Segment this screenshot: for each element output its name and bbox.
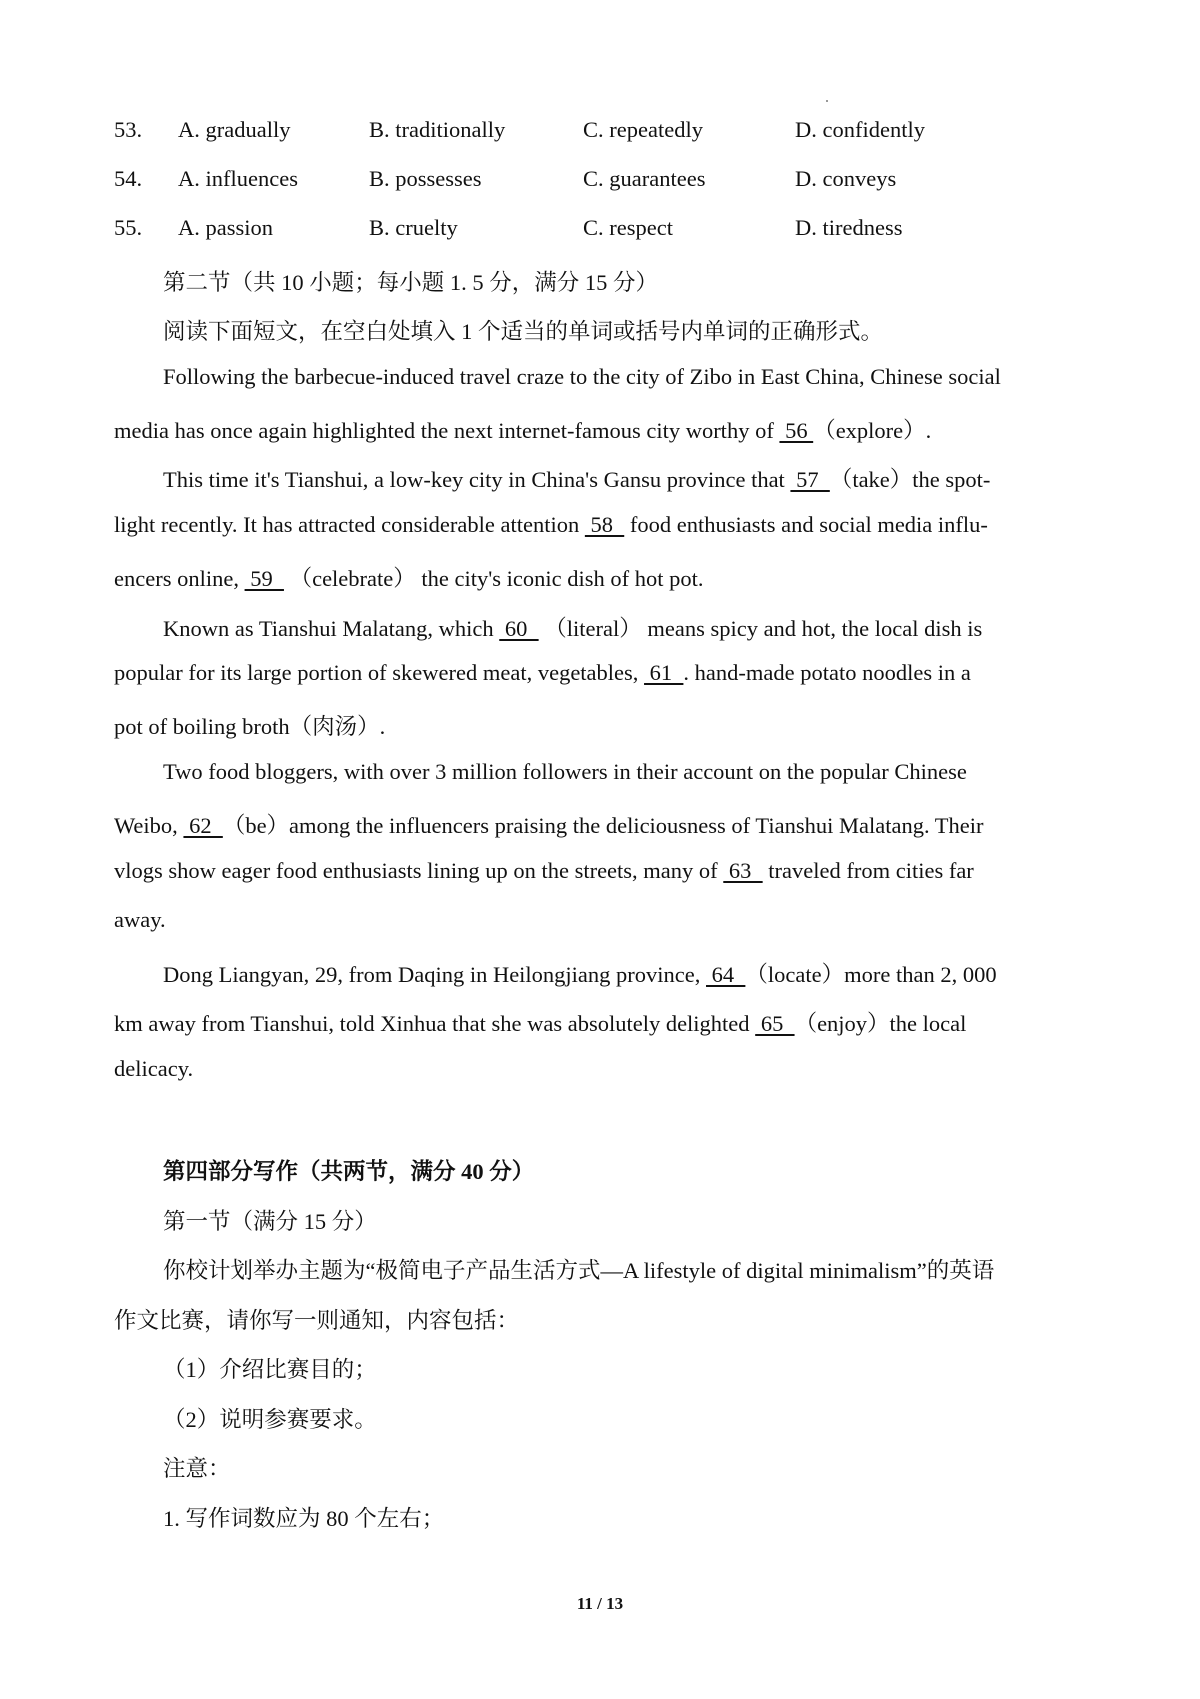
blank-62: 62 [183, 813, 223, 838]
option-b: B. traditionally [369, 117, 506, 142]
passage-line: encers online, 59 （celebrate） the city's iconic dish of hot pot. [114, 566, 704, 591]
option-a: A. gradually [178, 117, 291, 142]
option-row [114, 166, 1114, 202]
question-number: 55. [114, 215, 143, 240]
part-heading: 第四部分写作（共两节，满分 40 分） [163, 1159, 535, 1184]
question-number: 53. [114, 117, 143, 142]
passage-line: Known as Tianshui Malatang, which 60 （literal） means spicy and hot, the local dish is [163, 616, 983, 641]
passage-line: away. [114, 907, 166, 932]
task-line: 作文比赛，请你写一则通知，内容包括： [114, 1308, 520, 1333]
passage-line: popular for its large portion of skewered meat, vegetables, 61 . hand-made potato noodles in a [114, 660, 971, 685]
blank-63: 63 [723, 858, 763, 883]
blank-60: 60 [499, 616, 539, 641]
blank-64: 64 [706, 962, 746, 987]
section-heading: 第二节（共 10 小题；每小题 1. 5 分，满分 15 分） [163, 270, 659, 295]
note-item: 1. 写作词数应为 80 个左右； [163, 1506, 445, 1531]
scan-mark [826, 100, 828, 102]
option-c: C. respect [583, 215, 673, 240]
passage-line: Two food bloggers, with over 3 million followers in their account on the popular Chinese [163, 759, 967, 784]
option-c: C. repeatedly [583, 117, 703, 142]
section-instruction: 阅读下面短文，在空白处填入 1 个适当的单词或括号内单词的正确形式。 [163, 319, 884, 344]
passage-line: Dong Liangyan, 29, from Daqing in Heilongjiang province, 64 （locate）more than 2, 000 [163, 962, 997, 987]
option-b: B. cruelty [369, 215, 458, 240]
passage-line: vlogs show eager food enthusiasts lining up on the streets, many of 63 traveled from cities far [114, 858, 974, 883]
passage-line: This time it's Tianshui, a low-key city in China's Gansu province that 57 （take）the spot- [163, 467, 991, 492]
task-item: （1）介绍比赛目的； [163, 1357, 377, 1382]
question-number: 54. [114, 166, 143, 191]
option-d: D. confidently [795, 117, 925, 142]
note-label: 注意： [163, 1456, 231, 1481]
passage-line: km away from Tianshui, told Xinhua that she was absolutely delighted 65 （enjoy）the local [114, 1011, 967, 1036]
passage-line: pot of boiling broth（肉汤）. [114, 714, 386, 739]
option-d: D. conveys [795, 166, 897, 191]
passage-line: media has once again highlighted the next internet-famous city worthy of 56 （explore）. [114, 418, 932, 443]
blank-56: 56 [779, 418, 814, 443]
option-row [114, 117, 1114, 153]
blank-59: 59 [244, 566, 284, 591]
passage-line: light recently. It has attracted considerable attention 58 food enthusiasts and social media influ- [114, 512, 988, 537]
blank-57: 57 [790, 467, 830, 492]
passage-line: Following the barbecue-induced travel craze to the city of Zibo in East China, Chinese social [163, 364, 1001, 389]
task-line: 你校计划举办主题为“极简电子产品生活方式—A lifestyle of digital minimalism”的英语 [163, 1258, 995, 1283]
passage-line: delicacy. [114, 1056, 194, 1081]
passage-line: Weibo, 62 （be）among the influencers praising the deliciousness of Tianshui Malatang. Their [114, 813, 984, 838]
page-number: 11 / 13 [576, 1594, 624, 1613]
task-item: （2）说明参赛要求。 [163, 1407, 377, 1432]
subsection-heading: 第一节（满分 15 分） [163, 1209, 377, 1234]
option-row [114, 215, 1114, 251]
option-a: A. influences [178, 166, 298, 191]
blank-61: 61 [644, 660, 684, 685]
option-a: A. passion [178, 215, 273, 240]
option-d: D. tiredness [795, 215, 903, 240]
blank-65: 65 [755, 1011, 795, 1036]
option-b: B. possesses [369, 166, 482, 191]
option-c: C. guarantees [583, 166, 706, 191]
blank-58: 58 [584, 512, 625, 537]
